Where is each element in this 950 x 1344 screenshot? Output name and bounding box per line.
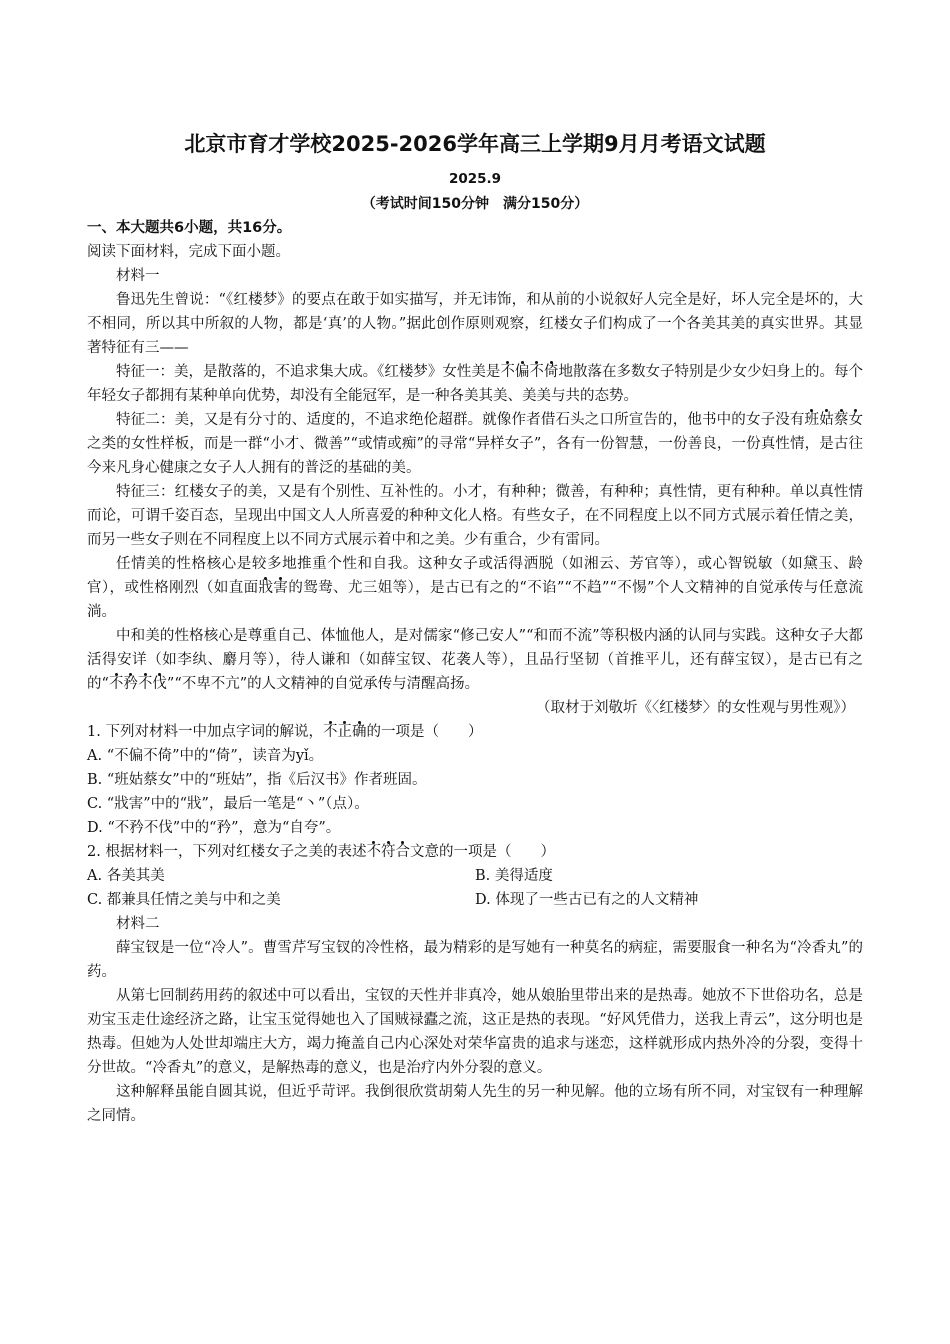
material2-paragraph-3: 这种解释虽能自圆其说，但近乎苛评。我倒很欣赏胡菊人先生的另一种见解。他的立场有所不同，对宝钗有一种理解之同情。 [87, 1084, 863, 1124]
question-2-option-c[interactable]: C. 都兼具任情之美与中和之美 [87, 892, 281, 908]
dotted-term-bujinbufa [109, 676, 167, 692]
emphasis-char: 不 [366, 844, 381, 860]
material2-label: 材料二 [116, 916, 160, 932]
dotted-term-bupianbuyi [500, 364, 558, 380]
emphasis-char: 倚 [543, 364, 559, 380]
dotted-term-bangucainv [805, 412, 863, 428]
exam-title: 北京市育才学校2025-2026学年高三上学期9月月考语文试题 [184, 132, 766, 156]
emphasis-char: 合 [395, 844, 410, 860]
question-2-option-b[interactable]: B. 美得适度 [475, 868, 553, 884]
text-span: 2. 根据材料一，下列对红楼女子之美的表述 [87, 844, 367, 860]
material1-paragraph-6 [87, 624, 863, 696]
text-span: 任情美的性格核心是较多地推重个性和自我。这种女子或活得洒脱（如湘云、芳官等），或心智锐敏（如黛玉、龄官），或性格刚烈（如直面 [87, 556, 863, 596]
material1-paragraph-3 [87, 408, 863, 480]
emphasis-char: 偏 [514, 364, 530, 380]
question-2-option-a[interactable]: A. 各美其美 [87, 868, 165, 884]
emphasis-char: 女 [848, 412, 864, 428]
emphasis-char: 戕 [258, 580, 274, 596]
text-span: 之类的女性样板，而是一群“小才、微善”“或情或痴”的寻常“异样女子”，各有一份智慧，一份善良，一份真性情，是古往今来凡身心健康之女子人人拥有的普泛的基础的美。 [87, 436, 863, 476]
question-1-stem [87, 720, 863, 744]
emphasis-char: 矜 [123, 676, 138, 692]
material1-label: 材料一 [116, 268, 160, 284]
question-1-option-d[interactable]: D. “不矜不伐”中的“矜”，意为“自夸”。 [87, 820, 341, 836]
emphasis-char: 确 [351, 724, 367, 740]
emphasis-char: 班 [804, 412, 820, 428]
emphasis-char: 不 [529, 364, 544, 380]
text-span: 的鸳鸯、尤三姐等），是古已有之的“不谄”“不趋”“不惕”个人文精神的自觉承传与任意流淌。 [87, 580, 864, 620]
question-2-stem [87, 840, 863, 864]
material2-paragraph-1: 薛宝钗是一位“冷人”。曹雪芹写宝钗的冷性格，最为精彩的是写她有一种莫名的病症，需要服食一种名为“冷香丸”的药。 [87, 940, 863, 980]
emphasis-char: 符 [380, 844, 396, 860]
text-span: 地散落在多数女子特别是少女少妇身上的。每个年轻女子都拥有某种单向优势，却没有全能冠军，是一种各美其美、美美与共的态势。 [87, 364, 864, 404]
dotted-term-qianghai [259, 580, 289, 596]
text-span: 特征二：美，又是有分寸的、适度的，不追求绝伦超群。就像作者借石头之口所宣告的，他书中的女子没有 [116, 412, 805, 428]
text-span: 特征一：美，是散落的，不追求集大成。《红楼梦》女性美是 [116, 364, 501, 380]
material1-source: （取材于刘敬圻《〈红楼梦〉的女性观与男性观》） [536, 700, 855, 716]
exam-content [87, 216, 863, 1128]
emphasis-char: 不 [322, 724, 338, 740]
emphasis-char: 姑 [819, 412, 834, 428]
text-span: ”“不卑不亢”的人文精神的自觉承传与清醒高扬。 [166, 676, 480, 692]
dotted-term-buzhengque [323, 724, 367, 740]
emphasis-char: 正 [337, 724, 352, 740]
question-2-options-row-2 [87, 888, 863, 912]
exam-date: 2025.9 [448, 171, 502, 187]
material2-paragraph-2: 从第七回制药用药的叙述中可以看出，宝钗的天性并非真冷，她从娘胎里带出来的是热毒。她放不下世俗功名，总是劝宝玉走仕途经济之路，让宝玉觉得她也入了国贼禄蠹之流，这正是热的表现。“好风凭借力，送我上青云”，这分明也是热毒。但她为人处世却端庄大方，竭力掩盖自己内心深处对荣华富贵的追求与迷恋，这样就形成内热外冷的分裂，变得十分世故。“冷香丸”的意义，是解热毒的意义，也是治疗内外分裂的意义。 [87, 988, 863, 1076]
emphasis-char: 害 [273, 580, 289, 596]
question-1-option-a[interactable]: A. “不偏不倚”中的“倚”，读音为yǐ。 [87, 748, 324, 764]
emphasis-char: 不 [500, 364, 515, 380]
emphasis-char: 不 [108, 676, 124, 692]
question-1-option-c[interactable]: C. “戕害”中的“戕”，最后一笔是“丶”（点）。 [87, 796, 369, 812]
question-2-option-d[interactable]: D. 体现了一些古已有之的人文精神 [475, 892, 699, 908]
material1-paragraph-2 [87, 360, 863, 408]
material1-paragraph-4: 特征三：红楼女子的美，又是有个别性、互补性的。小才，有种种；微善，有种种；真性情，更有种种。单以真性情而论，可谓千姿百态，呈现出中国文人人所喜爱的种种文化人格。有些女子，在不同程度上以不同方式展示着任情之美，而另一些女子则在不同程度上以不同方式展示着中和之美。少有重合，少有雷同。 [87, 484, 863, 548]
emphasis-char: 不 [137, 676, 153, 692]
material1-paragraph-5 [87, 552, 863, 624]
emphasis-char: 伐 [152, 676, 167, 692]
question-1-option-b[interactable]: B. “班姑蔡女”中的“班姑”，指《后汉书》作者班固。 [87, 772, 427, 788]
section-heading: 一、本大题共6小题，共16分。 [87, 220, 292, 236]
instruction: 阅读下面材料，完成下面小题。 [87, 244, 290, 260]
text-span: 的一项是（ ） [366, 724, 483, 740]
exam-info: （考试时间150分钟 满分150分） [361, 196, 589, 212]
emphasis-char: 蔡 [833, 412, 849, 428]
question-2-options-row-1 [87, 864, 863, 888]
text-span: 文意的一项是（ ） [409, 844, 555, 860]
dotted-term-bufuhe [366, 844, 410, 860]
material1-paragraph-1: 鲁迅先生曾说：“《红楼梦》的要点在敢于如实描写，并无讳饰，和从前的小说叙好人完全是好，坏人完全是坏的，大不相同，所以其中所叙的人物，都是‘真’的人物。”据此创作原则观察，红楼女子们构成了一个各美其美的真实世界。其显著特征有三—— [87, 292, 863, 356]
text-span: 1. 下列对材料一中加点字词的解说， [87, 724, 323, 740]
text-span: 中和美的性格核心是尊重自己、体恤他人，是对儒家“修己安人”“和而不流”等积极内涵的认同与实践。这种女子大都活得安详（如李纨、麝月等），待人谦和（如薛宝钗、花袭人等），且品行坚韧（首推平儿，还有薛宝钗），是古已有之的“ [87, 628, 863, 692]
